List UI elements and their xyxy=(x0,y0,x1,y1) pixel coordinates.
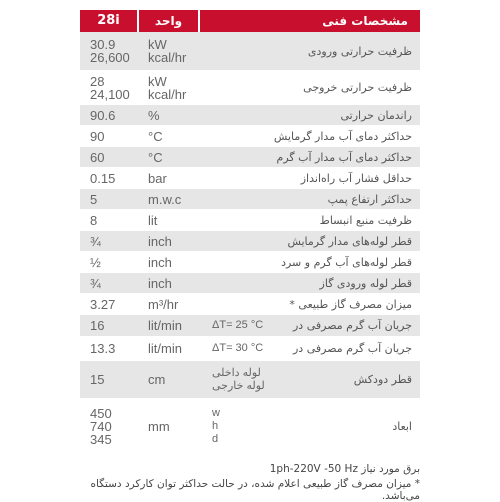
spec-value-line: 15 xyxy=(90,372,105,387)
spec-note-line: لوله داخلی xyxy=(212,366,261,379)
spec-value-line: 5 xyxy=(90,191,98,207)
spec-value-line: 16 xyxy=(90,318,105,333)
spec-unit-line: m.w.c xyxy=(148,191,182,207)
table-row xyxy=(80,273,420,294)
spec-unit-line: % xyxy=(148,107,160,123)
spec-description-line: راندمان حرارتی xyxy=(340,108,412,122)
spec-unit-line: lit/min xyxy=(148,341,182,356)
spec-description xyxy=(262,252,412,272)
spec-description xyxy=(262,71,412,104)
spec-description-line: قطر لوله‌های مدار گرمایش xyxy=(287,234,412,248)
spec-value xyxy=(90,126,145,146)
spec-unit xyxy=(148,361,210,398)
spec-description-line: جریان آب گرم مصرفی در xyxy=(292,342,412,355)
spec-unit xyxy=(148,168,210,188)
table-row xyxy=(80,71,420,105)
spec-unit-line: kcal/hr xyxy=(148,86,187,102)
spec-unit-line: inch xyxy=(148,275,172,291)
spec-unit xyxy=(148,273,210,293)
spec-value-line: 60 xyxy=(90,149,105,165)
spec-description-line: ابعاد xyxy=(392,419,412,433)
spec-unit-line: m³/hr xyxy=(148,296,179,312)
spec-value-line: 26,600 xyxy=(90,50,130,65)
spec-value xyxy=(90,168,145,188)
spec-value xyxy=(90,361,145,398)
spec-unit-line: mm xyxy=(148,418,170,434)
model-header: 28i xyxy=(80,10,137,32)
table-row xyxy=(80,189,420,210)
spec-description-line: حداقل فشار آب راه‌انداز xyxy=(300,171,412,185)
spec-note-line: w xyxy=(212,406,220,419)
spec-value xyxy=(90,252,145,272)
spec-unit xyxy=(148,32,210,70)
spec-description-line: قطر دودکش xyxy=(353,373,412,386)
spec-unit xyxy=(148,252,210,272)
table-row xyxy=(80,361,420,399)
spec-description xyxy=(262,231,412,251)
table-row xyxy=(80,399,420,454)
spec-value-line: 3.27 xyxy=(90,296,116,312)
spec-value-line: 90.6 xyxy=(90,107,116,123)
spec-description xyxy=(262,315,412,336)
spec-description xyxy=(262,273,412,293)
spec-unit xyxy=(148,126,210,146)
spec-description xyxy=(262,147,412,167)
spec-unit xyxy=(148,231,210,251)
spec-description-line: حداکثر ارتفاع پمپ xyxy=(327,192,412,206)
spec-value-line: 8 xyxy=(90,212,98,228)
spec-description xyxy=(262,361,412,398)
spec-unit-line: kW xyxy=(148,73,167,89)
spec-note-line: d xyxy=(212,432,219,445)
spec-value xyxy=(90,71,145,104)
spec-value xyxy=(90,399,145,453)
spec-value-line: ¾ xyxy=(90,233,101,249)
spec-unit xyxy=(148,294,210,314)
spec-value xyxy=(90,105,145,125)
spec-header: مشخصات فنی xyxy=(200,10,420,32)
spec-description xyxy=(262,32,412,70)
spec-value-line: 13.3 xyxy=(90,341,116,356)
spec-unit-line: lit/min xyxy=(148,318,182,333)
spec-value-line: 450 xyxy=(90,405,112,421)
spec-unit xyxy=(148,147,210,167)
spec-description-line: ظرفیت حرارتی خروجی xyxy=(303,81,412,94)
table-row xyxy=(80,32,420,71)
spec-unit-line: bar xyxy=(148,170,167,186)
spec-unit-line: °C xyxy=(148,128,163,144)
spec-description xyxy=(262,399,412,453)
spec-value xyxy=(90,315,145,336)
table-row xyxy=(80,231,420,252)
spec-description-line: حداکثر دمای آب مدار آب گرم xyxy=(276,150,412,164)
gas-note: * میزان مصرف گاز طبیعی اعلام شده، در حالت حداکثر توان کارکرد دستگاه می‌باشد. xyxy=(90,478,420,502)
spec-description-line: ظرفیت منبع انبساط xyxy=(319,213,412,227)
spec-value xyxy=(90,294,145,314)
spec-unit-line: kcal/hr xyxy=(148,50,187,65)
table-row xyxy=(80,252,420,273)
spec-description-line: ظرفیت حرارتی ورودی xyxy=(307,44,412,58)
spec-description xyxy=(262,294,412,314)
table-row xyxy=(80,168,420,189)
spec-value-line: ¾ xyxy=(90,275,101,291)
spec-unit xyxy=(148,399,210,453)
table-row xyxy=(80,337,420,361)
table-header xyxy=(80,10,420,32)
spec-description-line: قطر لوله‌های آب گرم و سرد xyxy=(281,255,412,269)
spec-unit-line: inch xyxy=(148,233,172,249)
spec-value-line: 0.15 xyxy=(90,170,116,186)
spec-unit-line: lit xyxy=(148,212,158,228)
spec-value-line: 24,100 xyxy=(90,86,130,102)
spec-description xyxy=(262,105,412,125)
table-row xyxy=(80,210,420,231)
spec-description-line: میزان مصرف گاز طبیعی * xyxy=(289,297,412,311)
spec-value-line: 30.9 xyxy=(90,37,116,52)
spec-value xyxy=(90,273,145,293)
spec-unit xyxy=(148,337,210,360)
spec-unit-line: cm xyxy=(148,372,166,387)
table-body xyxy=(80,32,420,454)
spec-value-line: 28 xyxy=(90,73,105,89)
spec-value xyxy=(90,337,145,360)
power-note: برق مورد نیاز 1ph-220V -50 Hz xyxy=(269,463,420,475)
spec-description xyxy=(262,337,412,360)
spec-note-line: لوله خارجی xyxy=(212,379,265,392)
spec-unit xyxy=(148,315,210,336)
spec-value xyxy=(90,147,145,167)
unit-header: واحد xyxy=(139,10,198,32)
spec-note-line: h xyxy=(212,419,219,432)
table-row xyxy=(80,126,420,147)
spec-unit-line: inch xyxy=(148,254,172,270)
spec-value-line: 345 xyxy=(90,431,112,447)
spec-unit xyxy=(148,189,210,209)
spec-value xyxy=(90,189,145,209)
table-row xyxy=(80,147,420,168)
spec-table xyxy=(80,10,420,454)
spec-value-line: ½ xyxy=(90,254,101,270)
spec-description xyxy=(262,210,412,230)
spec-unit xyxy=(148,105,210,125)
table-row xyxy=(80,315,420,337)
spec-unit-line: kW xyxy=(148,37,167,52)
spec-description xyxy=(262,168,412,188)
spec-description-line: قطر لوله ورودی گاز xyxy=(319,276,412,290)
spec-description xyxy=(262,189,412,209)
spec-note-line: ΔT= 30 °C xyxy=(212,342,264,354)
spec-value-line: 90 xyxy=(90,128,105,144)
spec-value xyxy=(90,231,145,251)
spec-description-line: حداکثر دمای آب مدار گرمایش xyxy=(273,129,412,143)
spec-value-line: 740 xyxy=(90,418,112,434)
spec-description-line: جریان آب گرم مصرفی در xyxy=(292,319,412,332)
table-row xyxy=(80,105,420,126)
spec-value xyxy=(90,32,145,70)
spec-unit xyxy=(148,71,210,104)
spec-note-line: ΔT= 25 °C xyxy=(212,319,264,331)
spec-unit xyxy=(148,210,210,230)
table-row xyxy=(80,294,420,315)
spec-description xyxy=(262,126,412,146)
spec-unit-line: °C xyxy=(148,149,163,165)
spec-value xyxy=(90,210,145,230)
